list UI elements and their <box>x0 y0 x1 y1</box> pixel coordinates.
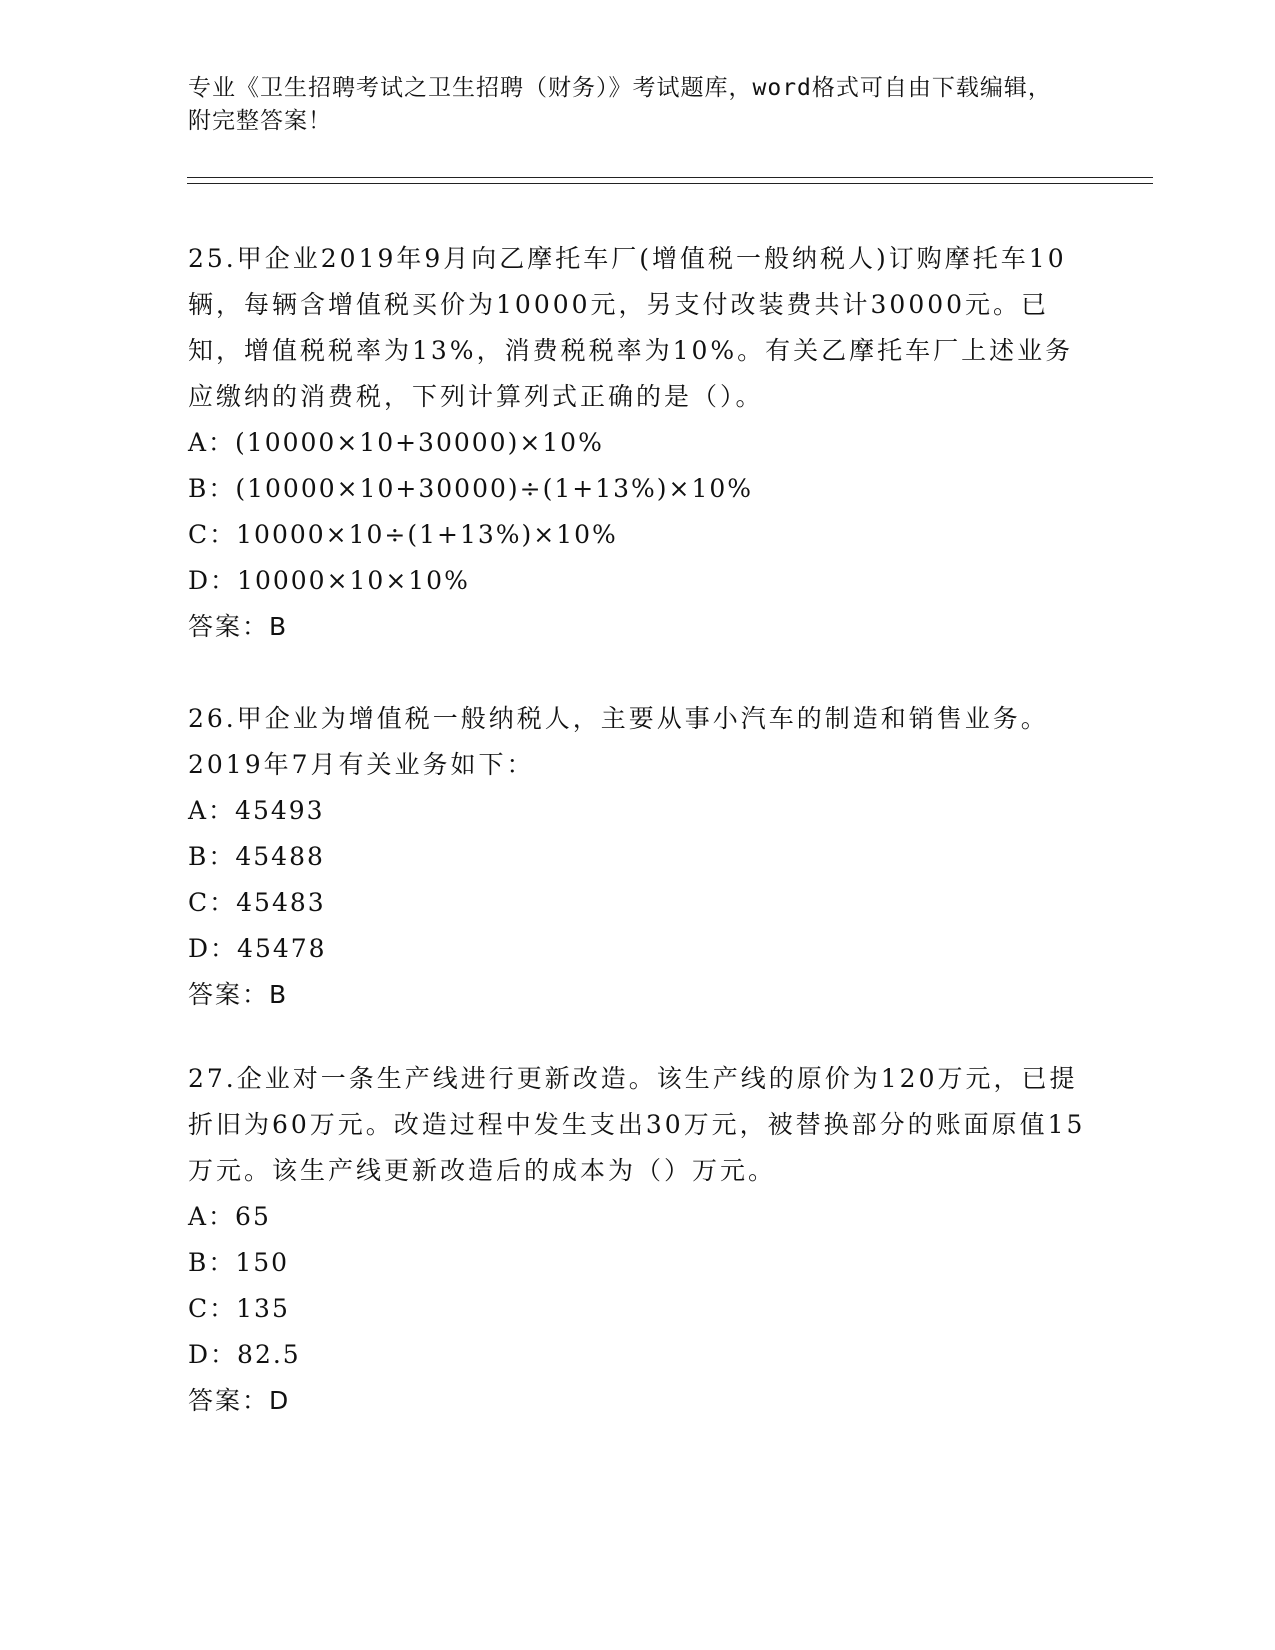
option-d: D：82.5 <box>188 1340 301 1369</box>
option-d: D：45478 <box>188 934 327 963</box>
question-25 <box>188 236 1088 650</box>
option-a: A：45493 <box>188 796 325 825</box>
question-stem: 26.甲企业为增值税一般纳税人，主要从事小汽车的制造和销售业务。2019年7月有关业务如下： <box>188 704 1049 779</box>
option-b: B：45488 <box>188 842 325 871</box>
question-27 <box>188 1056 1088 1424</box>
header-divider-bottom <box>187 183 1153 184</box>
option-a: A：65 <box>188 1202 271 1231</box>
option-a: A：(10000×10+30000)×10% <box>188 428 604 457</box>
answer: 答案：D <box>188 1386 291 1415</box>
option-c: C：135 <box>188 1294 290 1323</box>
document-header: 专业《卫生招聘考试之卫生招聘（财务）》考试题库，word格式可自由下载编辑，附完整答案！ <box>188 75 1052 134</box>
option-d: D：10000×10×10% <box>188 566 470 595</box>
option-c: C：10000×10÷(1+13%)×10% <box>188 520 618 549</box>
option-c: C：45483 <box>188 888 326 917</box>
answer: 答案：B <box>188 980 289 1009</box>
option-b: B：150 <box>188 1248 290 1277</box>
question-stem: 27.企业对一条生产线进行更新改造。该生产线的原价为120万元，已提折旧为60万元。改造过程中发生支出30万元，被替换部分的账面原值15万元。该生产线更新改造后的成本为（）万元。 <box>188 1064 1086 1185</box>
question-26 <box>188 696 1088 1018</box>
option-b: B：(10000×10+30000)÷(1+13%)×10% <box>188 474 754 503</box>
header-divider-top <box>187 177 1153 178</box>
question-stem: 25.甲企业2019年9月向乙摩托车厂(增值税一般纳税人)订购摩托车10辆，每辆含增值税买价为10000元，另支付改装费共计30000元。已知，增值税税率为13%，消费税税率为10%。有关乙摩托车厂上述业务应缴纳的消费税，下列计算列式正确的是（）。 <box>188 244 1074 411</box>
answer: 答案：B <box>188 612 289 641</box>
